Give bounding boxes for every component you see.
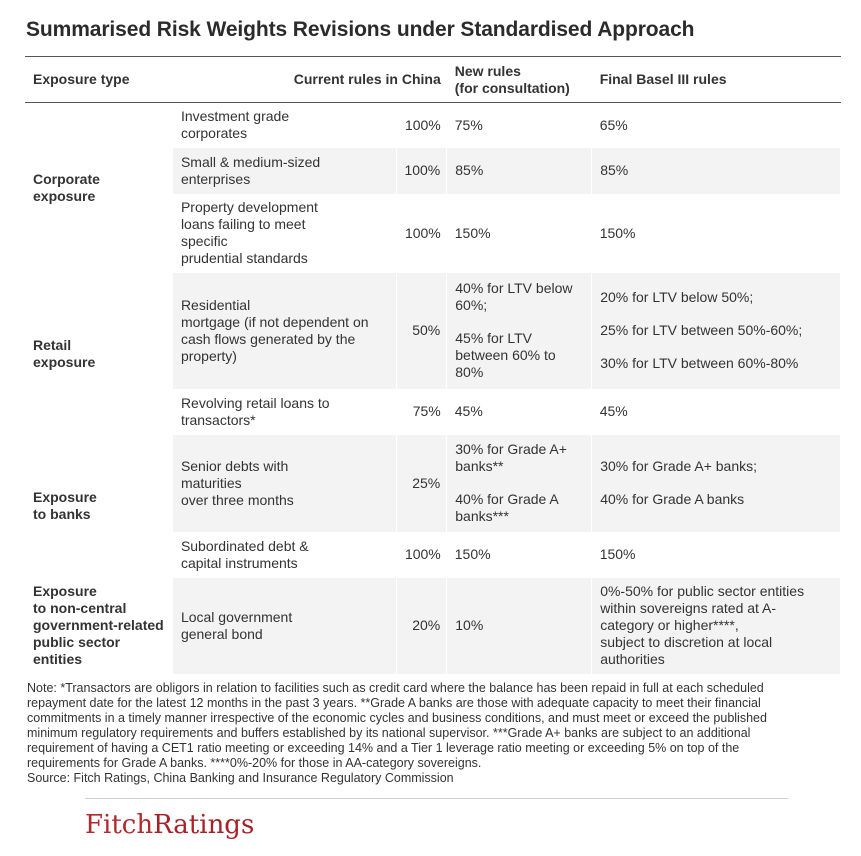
value-line: category or higher****,	[600, 617, 739, 633]
risk-weights-table	[25, 56, 841, 674]
basel-value	[592, 273, 841, 389]
value-line: 60%;	[455, 297, 488, 313]
new-value	[447, 273, 592, 389]
note-line: commitments in a timely manner irrespective of the economic cycles and business conditions, and must meet or exceed the published	[27, 711, 767, 725]
header-new-rules-line2: (for consultation)	[454, 79, 570, 96]
desc-line: property)	[180, 347, 237, 364]
group-label: entities	[33, 651, 83, 667]
desc-line: maturities	[180, 474, 242, 491]
current-value: 20%	[397, 578, 447, 674]
new-value: 150%	[454, 224, 491, 241]
desc-line: Residential	[180, 296, 251, 313]
value-line: 20% for LTV below 50%;	[600, 289, 754, 305]
desc-line: prudential standards	[180, 250, 308, 266]
table-row	[25, 273, 841, 389]
new-value: 150%	[454, 546, 491, 562]
row-description	[173, 578, 397, 674]
basel-value	[592, 578, 841, 674]
table-row	[25, 435, 841, 532]
group-banks	[25, 435, 173, 578]
desc-line: cash flows generated by the	[180, 330, 356, 347]
current-value: 50%	[397, 273, 447, 389]
desc-line: general bond	[180, 625, 263, 642]
value-line: 40% for LTV below	[455, 280, 573, 296]
value-line: 45% for LTV	[455, 330, 533, 346]
desc-line: enterprises	[180, 170, 251, 187]
source-line: Source: Fitch Ratings, China Banking and Insurance Regulatory Commission	[27, 771, 454, 785]
current-value: 100%	[404, 224, 441, 241]
group-label: public sector	[33, 634, 121, 650]
value-line: 25% for LTV between 50%-60%;	[600, 322, 803, 338]
header-exposure-type: Exposure type	[25, 57, 173, 103]
group-label: to banks	[33, 506, 91, 522]
value-line: within sovereigns rated at A-	[600, 600, 777, 616]
note-line: repayment date for the latest 12 months in the past 3 years. **Grade A banks are those with adequate capacity to meet their financial	[27, 696, 761, 710]
desc-line: transactors*	[180, 411, 256, 428]
group-pse	[25, 578, 173, 674]
desc-line: Investment grade	[180, 108, 290, 125]
logo-part-ratings: Ratings	[153, 810, 255, 840]
current-value: 75%	[412, 403, 441, 419]
new-value: 45%	[454, 403, 483, 419]
note-line: minimum regulatory requirements and buffers established by its national supervisor. ***Grade A+ banks are subject to an additional	[27, 726, 751, 740]
group-label: government-related	[33, 617, 164, 633]
desc-line: loans failing to meet	[180, 216, 306, 232]
row-description	[173, 194, 397, 273]
new-value	[447, 435, 592, 532]
basel-value: 150%	[599, 224, 636, 241]
value-line: authorities	[600, 651, 665, 667]
group-label: to non-central	[33, 600, 127, 616]
new-value: 10%	[447, 578, 592, 674]
desc-line: mortgage (if not dependent on	[180, 313, 369, 330]
footer-divider	[85, 798, 788, 799]
value-line: 30% for Grade A+ banks;	[600, 458, 758, 474]
note-line: Note: *Transactors are obligors in relation to facilities such as credit card where the balance has been repaid in full at each scheduled	[27, 681, 764, 695]
value-line: 40% for Grade A banks	[600, 491, 745, 507]
group-label: Exposure	[33, 489, 97, 505]
value-line: 30% for LTV between 60%-80%	[600, 355, 799, 371]
row-description	[173, 148, 397, 194]
desc-line: Small & medium-sized	[180, 153, 321, 170]
header-current-rules: Current rules in China	[173, 57, 447, 103]
row-description	[173, 389, 397, 435]
value-line: 80%	[455, 364, 484, 380]
group-label: exposure	[33, 187, 96, 204]
desc-line: Property development	[180, 199, 318, 215]
value-line: between 60% to	[455, 347, 556, 363]
header-basel-rules: Final Basel III rules	[592, 57, 841, 103]
group-label: exposure	[33, 353, 96, 370]
basel-value: 85%	[592, 148, 841, 194]
group-corporate	[25, 103, 173, 273]
current-value: 25%	[397, 435, 447, 532]
desc-line: over three months	[180, 491, 294, 508]
logo-part-fitch: Fitch	[85, 810, 154, 840]
new-value: 75%	[454, 116, 483, 133]
current-value: 100%	[404, 546, 441, 562]
group-label: Exposure	[33, 583, 97, 599]
table-header-row	[25, 57, 841, 103]
basel-value: 150%	[599, 546, 636, 562]
group-retail	[25, 273, 173, 435]
footnote	[27, 681, 827, 786]
value-line: 0%-50% for public sector entities	[600, 583, 805, 599]
value-line: 40% for Grade A	[455, 491, 559, 507]
value-line: banks***	[455, 508, 509, 524]
row-description	[173, 532, 397, 578]
table-row	[25, 103, 841, 148]
group-label: Corporate	[33, 170, 100, 187]
note-line: requirement of having a CET1 ratio meeting or exceeding 14% and a Tier 1 leverage ratio meeting or exceeding 5% on top of the	[27, 741, 740, 755]
header-new-rules	[447, 57, 592, 103]
table-row	[25, 578, 841, 674]
desc-line: specific	[180, 233, 228, 249]
desc-line: capital instruments	[180, 554, 298, 571]
value-line: 30% for Grade A+	[455, 441, 567, 457]
value-line: subject to discretion at local	[600, 634, 773, 650]
desc-line: Local government	[180, 608, 293, 625]
desc-line: Subordinated debt &	[180, 537, 309, 554]
row-description	[173, 103, 397, 148]
desc-line: corporates	[180, 125, 248, 142]
current-value: 100%	[404, 116, 441, 133]
new-value: 85%	[447, 148, 592, 194]
row-description	[173, 435, 397, 532]
basel-value: 65%	[599, 116, 628, 133]
basel-value: 45%	[599, 403, 628, 419]
note-line: requirements for Grade A banks. ****0%-20% for those in AA-category sovereigns.	[27, 756, 482, 770]
basel-value	[592, 435, 841, 532]
current-value: 100%	[397, 148, 447, 194]
desc-line: Revolving retail loans to	[180, 394, 330, 411]
value-line: banks**	[455, 458, 504, 474]
fitch-ratings-logo	[85, 810, 254, 840]
group-label: Retail	[33, 336, 72, 353]
page-title: Summarised Risk Weights Revisions under Standardised Approach	[26, 18, 695, 41]
desc-line: Senior debts with	[180, 457, 289, 474]
header-new-rules-line1: New rules	[454, 62, 521, 79]
row-description	[173, 273, 397, 389]
